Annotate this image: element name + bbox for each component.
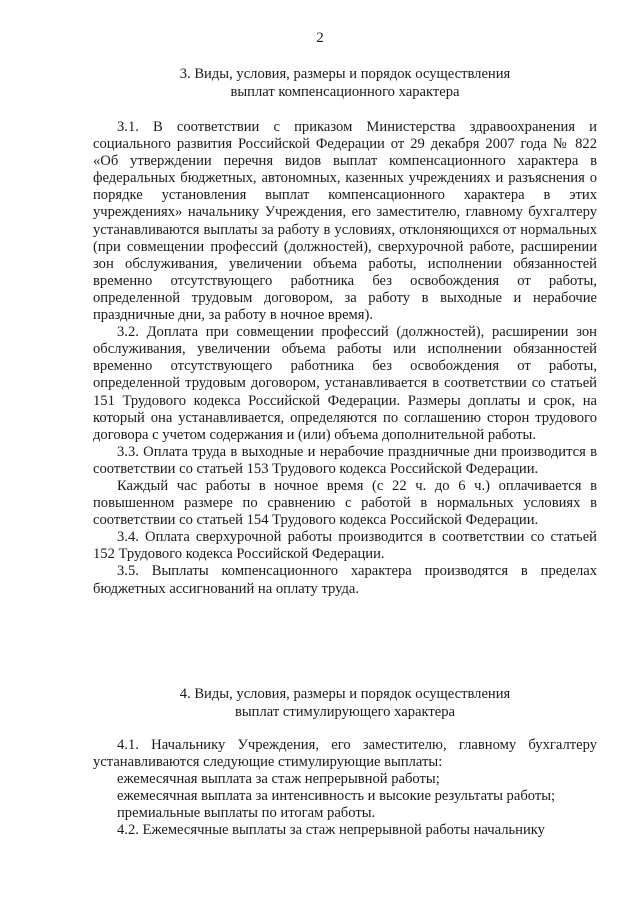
section-4-heading-line-1: 4. Виды, условия, размеры и порядок осуществления	[179, 686, 511, 702]
section-3-heading-line-2: выплат компенсационного характера	[230, 84, 460, 100]
section-4-heading-line-2: выплат стимулирующего характера	[234, 704, 456, 720]
section-3-heading-line-1: 3. Виды, условия, размеры и порядок осуществления	[179, 66, 511, 82]
list-item: ежемесячная выплата за интенсивность и высокие результаты работы;	[117, 788, 556, 805]
paragraph-3-3: 3.3. Оплата труда в выходные и нерабочие праздничные дни производится в соответствии со статьей 153 Трудового кодекса Российской Федерации.	[93, 443, 597, 477]
list-item: премиальные выплаты по итогам работы.	[117, 805, 376, 822]
section-4-heading	[90, 685, 600, 721]
paragraph-3-2: 3.2. Доплата при совмещении профессий (должностей), расширении зон обслуживания, увеличении объема работы или исполнении обязанностей временно отсутствующего работника без освобождения от работы, определенной трудовым договором, устанавливается в соответствии со статьей 151 Трудового кодекса Российской Федерации. Размеры доплаты и срок, на который она устанавливается, определяются по соглашению сторон трудового договора с учетом содержания и (или) объема дополнительной работы.	[93, 324, 597, 443]
section-3-heading	[90, 65, 600, 101]
paragraph-3-4: 3.4. Оплата сверхурочной работы производится в соответствии со статьей 152 Трудового кодекса Российской Федерации.	[93, 529, 597, 563]
list-item: ежемесячная выплата за стаж непрерывной работы;	[117, 771, 440, 788]
paragraph-night-work: Каждый час работы в ночное время (с 22 ч. до 6 ч.) оплачивается в повышенном размере по сравнению с работой в нормальных условиях в соответствии со статьей 154 Трудового кодекса Российской Федерации.	[93, 477, 597, 529]
paragraph-3-1: 3.1. В соответствии с приказом Министерства здравоохранения и социального развития Российской Федерации от 29 декабря 2007 года № 822 «Об утверждении перечня видов выплат компенсационного характера в федеральных бюджетных, автономных, казенных учреждениях и разъяснения о порядке установления выплат компенсационного характера в этих учреждениях» начальнику Учреждения, его заместителю, главному бухгалтеру устанавливаются выплаты за работу в условиях, отклоняющихся от нормальных (при совмещении профессий (должностей), сверхурочной работе, расширении зон обслуживания, увеличении объема работы, исполнении обязанностей временно отсутствующего работника без освобождения от работы, определенной трудовым договором, за работу в выходные и нерабочие праздничные дни, за работу в ночное время).	[93, 119, 597, 324]
section-3-body	[93, 119, 597, 598]
paragraph-4-1: 4.1. Начальнику Учреждения, его заместителю, главному бухгалтеру устанавливаются следующие стимулирующие выплаты:	[93, 737, 597, 771]
page-number: 2	[316, 30, 324, 46]
paragraph-3-5: 3.5. Выплаты компенсационного характера производятся в пределах бюджетных ассигнований на оплату труда.	[93, 563, 597, 597]
paragraph-4-2: 4.2. Ежемесячные выплаты за стаж непрерывной работы начальнику	[117, 822, 545, 839]
section-4-body	[93, 737, 597, 840]
